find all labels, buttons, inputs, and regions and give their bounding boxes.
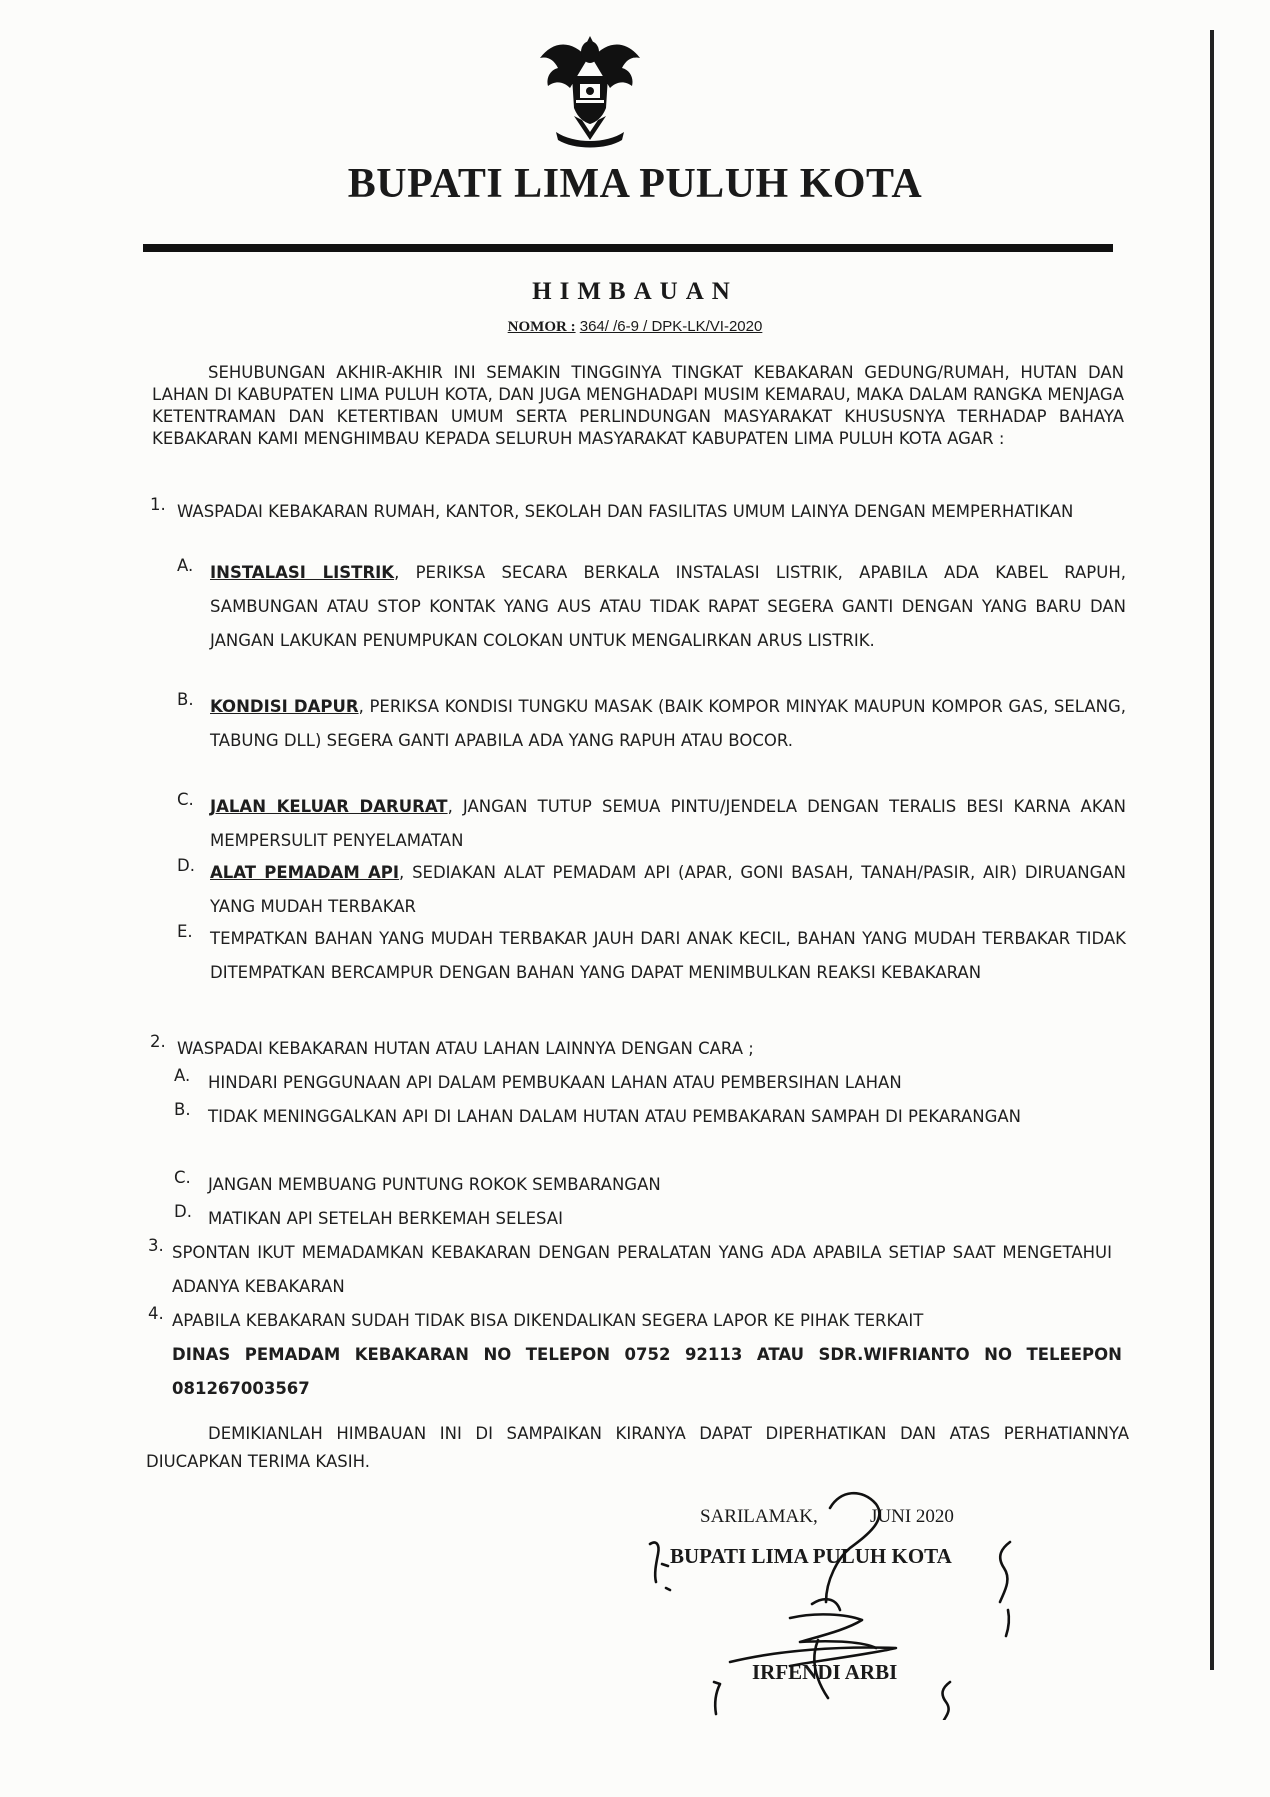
intro-paragraph: SEHUBUNGAN AKHIR-AKHIR INI SEMAKIN TINGGINYA TINGKAT KEBAKARAN GEDUNG/RUMAH, HUTAN DAN LAHAN DI KABUPATEN LIMA PULUH KOTA, DAN JUGA MENGHADAPI MUSIM KEMARAU, MAKA DALAM RANGKA MENJAGA KETENTRAMAN DAN KETERTIBAN UMUM SERTA PERLINDUNGAN MASYARAKAT KHUSUSNYA TERHADAP BAHAYA KEBAKARAN KAMI MENGHIMBAU KEPADA SELURUH MASYARAKAT KABUPATEN LIMA PULUH KOTA AGAR :	[152, 363, 1124, 448]
item-2-number: 2.	[150, 1032, 166, 1051]
item-1a-label: A.	[177, 556, 194, 575]
item-1b-text	[210, 690, 1126, 758]
item-2d-label: D.	[174, 1202, 192, 1221]
item-1e-text: TEMPATKAN BAHAN YANG MUDAH TERBAKAR JAUH DARI ANAK KECIL, BAHAN YANG MUDAH TERBAKAR TIDAK DITEMPATKAN BERCAMPUR DENGAN BAHAN YANG DAPAT MENIMBULKAN REAKSI KEBAKARAN	[210, 929, 1126, 982]
scan-edge-line	[1210, 30, 1214, 1670]
signature-position: BUPATI LIMA PULUH KOTA	[670, 1544, 952, 1568]
item-1b-label: B.	[177, 690, 194, 709]
item-1c-key: JALAN KELUAR DARURAT	[210, 797, 448, 816]
letterhead-title: BUPATI LIMA PULUH KOTA	[347, 161, 923, 207]
item-2a-text: HINDARI PENGGUNAAN API DALAM PEMBUKAAN LAHAN ATAU PEMBERSIHAN LAHAN	[208, 1073, 902, 1092]
item-1-number: 1.	[150, 495, 166, 514]
item-4-number: 4.	[148, 1304, 164, 1323]
item-1a-body: , PERIKSA SECARA BERKALA INSTALASI LISTRIK, APABILA ADA KABEL RAPUH, SAMBUNGAN ATAU STOP KONTAK YANG AUS ATAU TIDAK RAPAT SEGERA GANTI DENGAN YANG BARU DAN JANGAN LAKUKAN PENUMPUKAN COLOKAN UNTUK MENGALIRKAN ARUS LISTRIK.	[210, 563, 1126, 650]
item-1d-key: ALAT PEMADAM API	[210, 863, 400, 882]
garuda-emblem-icon	[530, 28, 650, 150]
nomor-label: NOMOR :	[507, 319, 576, 335]
item-1-text: WASPADAI KEBAKARAN RUMAH, KANTOR, SEKOLAH DAN FASILITAS UMUM LAINYA DENGAN MEMPERHATIKAN	[177, 502, 1074, 521]
item-2d-text: MATIKAN API SETELAH BERKEMAH SELESAI	[208, 1209, 563, 1228]
item-1c-text	[210, 790, 1126, 858]
letterhead-rule	[143, 244, 1113, 252]
signature-name: IRFENDI ARBI	[752, 1660, 898, 1684]
item-2c-text: JANGAN MEMBUANG PUNTUNG ROKOK SEMBARANGAN	[208, 1175, 661, 1194]
item-1e-label: E.	[177, 922, 193, 941]
nomor-value: 364/ /6-9 / DPK-LK/VI-2020	[579, 318, 763, 335]
document-number	[0, 318, 1270, 336]
item-1b-body: , PERIKSA KONDISI TUNGKU MASAK (BAIK KOMPOR MINYAK MAUPUN KOMPOR GAS, SELANG, TABUNG DLL) SEGERA GANTI APABILA ADA YANG RAPUH ATAU BOCOR.	[210, 697, 1126, 750]
item-1d-text	[210, 856, 1126, 924]
closing-paragraph: DEMIKIANLAH HIMBAUAN INI DI SAMPAIKAN KIRANYA DAPAT DIPERHATIKAN DAN ATAS PERHATIANNYA DIUCAPKAN TERIMA KASIH.	[146, 1424, 1129, 1471]
item-3-text: SPONTAN IKUT MEMADAMKAN KEBAKARAN DENGAN PERALATAN YANG ADA APABILA SETIAP SAAT MENGETAHUI ADANYA KEBAKARAN	[172, 1243, 1112, 1296]
document-title: HIMBAUAN	[532, 278, 738, 305]
item-2-text: WASPADAI KEBAKARAN HUTAN ATAU LAHAN LAINNYA DENGAN CARA ;	[177, 1039, 754, 1058]
signature-place: SARILAMAK,	[700, 1506, 818, 1527]
item-2b-label: B.	[174, 1100, 191, 1119]
item-3-number: 3.	[148, 1236, 164, 1255]
item-4-contact: DINAS PEMADAM KEBAKARAN NO TELEPON 0752 92113 ATAU SDR.WIFRIANTO NO TELEEPON 081267003567	[172, 1345, 1122, 1398]
item-1a-key: INSTALASI LISTRIK	[210, 563, 395, 582]
item-2a-label: A.	[174, 1066, 191, 1085]
item-1b-key: KONDISI DAPUR	[210, 697, 359, 716]
item-1a-text	[210, 556, 1126, 658]
item-1d-body: , SEDIAKAN ALAT PEMADAM API (APAR, GONI BASAH, TANAH/PASIR, AIR) DIRUANGAN YANG MUDAH TERBAKAR	[210, 863, 1126, 916]
item-2c-label: C.	[174, 1168, 191, 1187]
signature-date: JUNI 2020	[870, 1506, 954, 1527]
item-1c-body: , JANGAN TUTUP SEMUA PINTU/JENDELA DENGAN TERALIS BESI KARNA AKAN MEMPERSULIT PENYELAMATAN	[210, 797, 1126, 850]
item-2b-text: TIDAK MENINGGALKAN API DI LAHAN DALAM HUTAN ATAU PEMBAKARAN SAMPAH DI PEKARANGAN	[208, 1107, 1021, 1126]
item-4-text: APABILA KEBAKARAN SUDAH TIDAK BISA DIKENDALIKAN SEGERA LAPOR KE PIHAK TERKAIT	[172, 1311, 924, 1330]
item-1c-label: C.	[177, 790, 194, 809]
handwritten-signature	[640, 1470, 1020, 1720]
item-1d-label: D.	[177, 856, 195, 875]
